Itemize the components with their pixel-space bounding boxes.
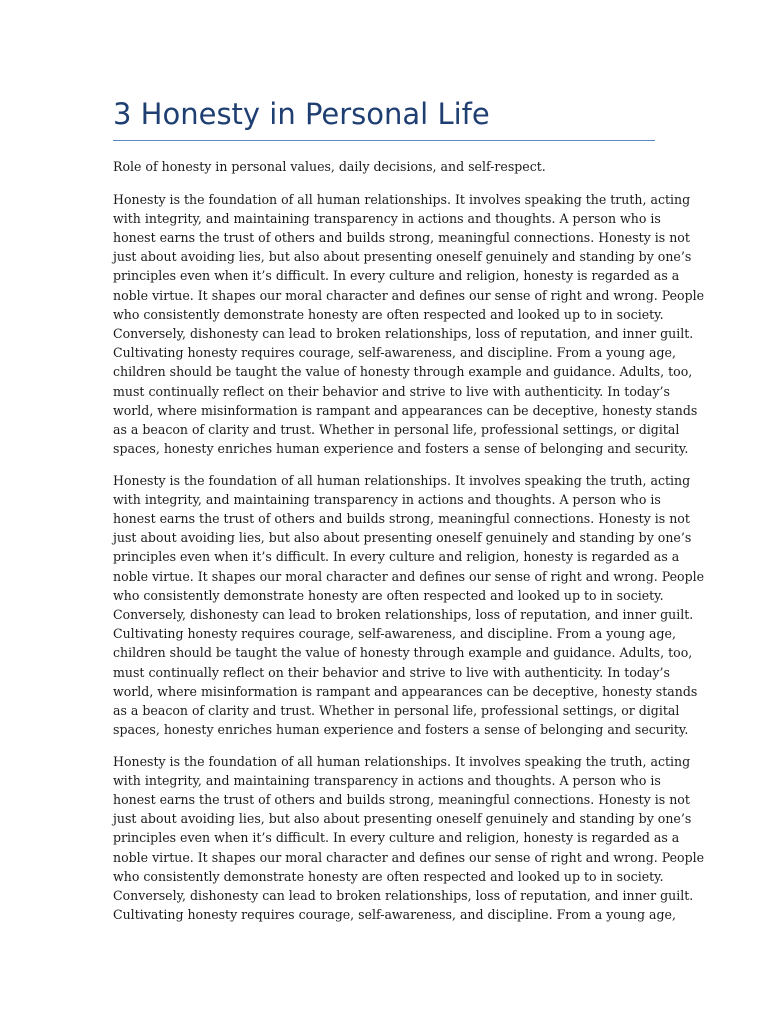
paragraph-line: Honesty is the foundation of all human relationships. It involves speaking the truth, acting — [113, 472, 691, 488]
body-paragraph — [113, 190, 705, 459]
paragraph-line: who consistently demonstrate honesty are often respected and looked up to in society. — [113, 587, 664, 603]
paragraph-line: spaces, honesty enriches human experience and fosters a sense of belonging and security. — [113, 441, 689, 457]
paragraph-line: Cultivating honesty requires courage, self-awareness, and discipline. From a young age, — [113, 907, 676, 923]
paragraph-line: Conversely, dishonesty can lead to broken relationships, loss of reputation, and inner guilt. — [113, 326, 694, 342]
section-subtitle: Role of honesty in personal values, daily decisions, and self-respect. — [113, 159, 546, 174]
paragraph-line: honest earns the trust of others and builds strong, meaningful connections. Honesty is not — [113, 230, 690, 246]
paragraph-line: honest earns the trust of others and builds strong, meaningful connections. Honesty is not — [113, 511, 690, 527]
paragraph-line: who consistently demonstrate honesty are often respected and looked up to in society. — [113, 868, 664, 884]
paragraph-line: spaces, honesty enriches human experience and fosters a sense of belonging and security. — [113, 722, 689, 738]
paragraph-line: Honesty is the foundation of all human relationships. It involves speaking the truth, acting — [113, 191, 691, 207]
paragraph-line: Cultivating honesty requires courage, self-awareness, and discipline. From a young age, — [113, 345, 676, 361]
paragraph-line: with integrity, and maintaining transparency in actions and thoughts. A person who is — [113, 210, 661, 226]
paragraph-line: must continually reflect on their behavior and strive to live with authenticity. In today’s — [113, 383, 670, 399]
paragraph-line: world, where misinformation is rampant and appearances can be deceptive, honesty stands — [113, 683, 698, 699]
paragraph-line: principles even when it’s difficult. In every culture and religion, honesty is regarded as a — [113, 268, 680, 284]
paragraph-line: principles even when it’s difficult. In every culture and religion, honesty is regarded as a — [113, 830, 680, 846]
paragraph-line: Cultivating honesty requires courage, self-awareness, and discipline. From a young age, — [113, 626, 676, 642]
body-paragraph — [113, 471, 705, 740]
page-content — [113, 94, 705, 937]
paragraph-line: with integrity, and maintaining transparency in actions and thoughts. A person who is — [113, 491, 661, 507]
body-text — [113, 190, 705, 925]
paragraph-line: just about avoiding lies, but also about presenting oneself genuinely and standing by one’s — [113, 249, 692, 265]
paragraph-line: with integrity, and maintaining transparency in actions and thoughts. A person who is — [113, 772, 661, 788]
paragraph-line: world, where misinformation is rampant and appearances can be deceptive, honesty stands — [113, 402, 698, 418]
paragraph-line: children should be taught the value of honesty through example and guidance. Adults, too, — [113, 364, 693, 380]
paragraph-line: just about avoiding lies, but also about presenting oneself genuinely and standing by one’s — [113, 530, 692, 546]
paragraph-line: noble virtue. It shapes our moral character and defines our sense of right and wrong. People — [113, 849, 705, 865]
paragraph-line: noble virtue. It shapes our moral character and defines our sense of right and wrong. People — [113, 287, 705, 303]
paragraph-line: as a beacon of clarity and trust. Whether in personal life, professional settings, or digital — [113, 702, 680, 718]
body-paragraph — [113, 752, 705, 925]
paragraph-line: noble virtue. It shapes our moral character and defines our sense of right and wrong. People — [113, 568, 705, 584]
paragraph-line: honest earns the trust of others and builds strong, meaningful connections. Honesty is not — [113, 792, 690, 808]
paragraph-line: just about avoiding lies, but also about presenting oneself genuinely and standing by one’s — [113, 811, 692, 827]
paragraph-line: Conversely, dishonesty can lead to broken relationships, loss of reputation, and inner guilt. — [113, 607, 694, 623]
title-underline — [113, 140, 655, 141]
paragraph-line: as a beacon of clarity and trust. Whether in personal life, professional settings, or digital — [113, 421, 680, 437]
paragraph-line: who consistently demonstrate honesty are often respected and looked up to in society. — [113, 306, 664, 322]
paragraph-line: children should be taught the value of honesty through example and guidance. Adults, too, — [113, 645, 693, 661]
paragraph-line: must continually reflect on their behavior and strive to live with authenticity. In today’s — [113, 664, 670, 680]
paragraph-line: principles even when it’s difficult. In every culture and religion, honesty is regarded as a — [113, 549, 680, 565]
paragraph-line: Honesty is the foundation of all human relationships. It involves speaking the truth, acting — [113, 753, 691, 769]
page-title: 3 Honesty in Personal Life — [113, 97, 490, 131]
paragraph-line: Conversely, dishonesty can lead to broken relationships, loss of reputation, and inner guilt. — [113, 888, 694, 904]
